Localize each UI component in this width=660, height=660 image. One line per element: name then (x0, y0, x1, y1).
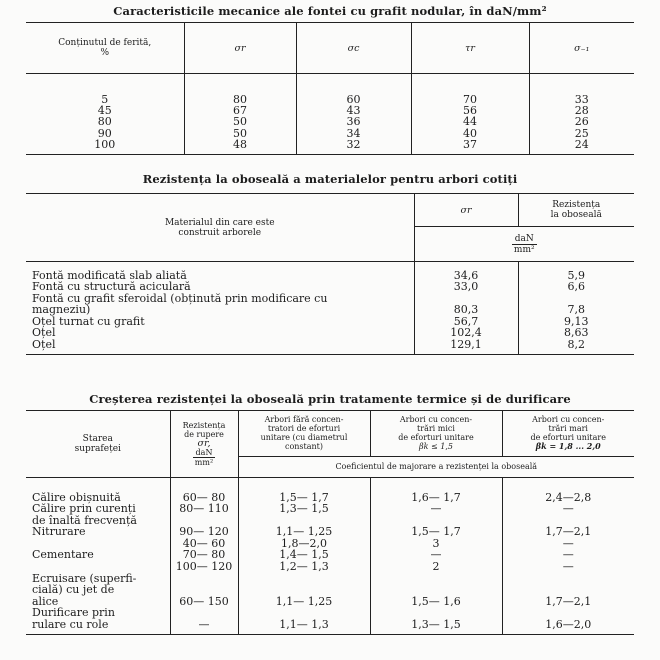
table3-cell-small-concentration (370, 503, 502, 526)
table1-cell-value: 33 (529, 94, 634, 105)
table3-header-col2-line1: Arbori fără concen- (264, 415, 344, 425)
table3-header-col2-line4: constant) (284, 442, 324, 452)
table2-cell-fatigue: 9,13 (518, 316, 634, 328)
table3-header-col4-line1: Arbori cu concen- (532, 415, 605, 425)
table1-cell-value: 44 (411, 116, 529, 127)
table2-row (26, 281, 634, 293)
table1-cell-value: 48 (184, 139, 296, 150)
table3-row (26, 607, 634, 630)
table3-cell-small-concentration-line: 1,6— 1,7 (411, 490, 461, 504)
table3-row (26, 573, 634, 608)
table3-header-col4-line4: βk = 1,8 ... 2,0 (535, 441, 601, 452)
table2-cell-sigma: 80,3 (414, 304, 518, 316)
table1-header-col1: σr (184, 23, 296, 74)
table2-cell-fatigue: 8,2 (518, 339, 634, 351)
table3-header-state-line1: Starea (82, 434, 113, 444)
table3-cell-large-concentration-line: 1,7—2,1 (545, 525, 592, 539)
table1-cell-value: 34 (296, 128, 411, 139)
table2-header-fatigue-line2: la oboseală (550, 210, 602, 220)
table1-cell-value: 25 (529, 128, 634, 139)
table3-cell-strength-line: 60— 150 (179, 594, 229, 608)
table3-cell-small-concentration (370, 573, 502, 608)
table3-cell-large-concentration-line: — (562, 548, 574, 562)
table3-cell-strength-line: 80— 110 (179, 502, 229, 516)
table3-cell-small-concentration (370, 549, 502, 572)
table2-header-sigma: σr (414, 194, 518, 227)
table3-cell-small-concentration (370, 607, 502, 630)
table1-cell-value: 43 (296, 105, 411, 116)
table3-cell-strength-line: 60— 80 (182, 490, 226, 504)
table3-header-strength-line1: Rezistența (182, 421, 226, 430)
table1-cell-ferrite: 90 (97, 126, 112, 140)
table2-cell-fatigue: 6,6 (518, 281, 634, 293)
table3-header-col3-line1: Arbori cu concen- (399, 415, 473, 425)
table3-cell-no-concentration-line: 1,3— 1,5 (279, 502, 329, 516)
table2-cell-sigma: 34,6 (414, 270, 518, 282)
table3-cell-no-concentration (238, 573, 370, 608)
table3-header-strength-unit-num: daN (193, 448, 215, 458)
table3-row (26, 549, 634, 572)
table2-row (26, 339, 634, 351)
table2-header-material (26, 194, 414, 262)
table3-cell-strength (170, 607, 238, 630)
table3-cell-small-concentration-line: — (430, 502, 442, 516)
table3-cell-state-line: alice (32, 594, 59, 608)
table3-cell-small-concentration-line: 1,5— 1,6 (411, 594, 461, 608)
table1-cell-value: 60 (296, 94, 411, 105)
table2-unit-den: mm² (513, 244, 535, 255)
table3-header-col3 (370, 411, 502, 457)
table3-header-strength-sym: σr, (197, 438, 211, 449)
table3-header-col4-line3: de eforturi unitare (530, 433, 606, 443)
table1-cell-value: 24 (529, 139, 634, 150)
table3-cell-small-concentration-line: 1,5— 1,7 (411, 525, 461, 539)
table3-cell-no-concentration-line: 1,2— 1,3 (279, 560, 329, 574)
table3-cell-state-line: Cementare (32, 548, 94, 562)
table3-header-strength-unit-den: mm² (194, 458, 214, 467)
table3-cell-no-concentration-line: 1,4— 1,5 (279, 548, 329, 562)
table2-cell-material: Oțel turnat cu grafit (32, 314, 145, 328)
table1-cell-value: 32 (296, 139, 411, 150)
table3-cell-small-concentration-line (371, 573, 502, 585)
table1-row (26, 128, 634, 139)
table3-cell-no-concentration-line: 1,5— 1,7 (279, 490, 329, 504)
table3-cell-state-line: Călire prin curenți (32, 502, 136, 516)
table1-cell-value: 50 (184, 116, 296, 127)
table1-header-col3: τr (411, 23, 529, 74)
table3-cell-no-concentration (238, 503, 370, 526)
table3-header-col2-line3: unitare (cu diametrul (260, 433, 348, 443)
table3-cell-large-concentration (502, 503, 634, 526)
table2-row (26, 316, 634, 328)
table2-row (26, 293, 634, 305)
table2-cell-fatigue: 5,9 (518, 270, 634, 282)
table3-cell-large-concentration-line: 1,6—2,0 (545, 618, 592, 632)
table3-cell-state (26, 549, 170, 572)
table3-header-col4-line2: trări mari (548, 424, 588, 434)
table3-cell-small-concentration (370, 526, 502, 549)
table1-cell-value: 37 (411, 139, 529, 150)
table3-cell-state-line: de înaltă frecvență (32, 513, 137, 527)
table2-title: Rezistența la oboseală a materialelor pentru arbori cotiți (142, 172, 518, 186)
table3-row (26, 503, 634, 526)
table3-cell-no-concentration (238, 526, 370, 549)
table2-header-material-line2: construit arborele (178, 227, 262, 238)
table3-cell-small-concentration-line: 2 (432, 560, 440, 574)
table3-cell-strength (170, 526, 238, 549)
table3-cell-no-concentration-line: 1,1— 1,25 (275, 525, 333, 539)
table3-title: Creșterea rezistenței la oboseală prin tratamente termice și de durificare (89, 392, 571, 406)
table2-cell-sigma: 129,1 (414, 339, 518, 351)
table3-header-col2 (238, 411, 370, 457)
table3-header-col3-line3: de eforturi unitare (398, 433, 474, 443)
table2-row (26, 327, 634, 339)
table3-cell-no-concentration-line: 1,1— 1,3 (279, 618, 329, 632)
table3-cell-small-concentration-line: 3 (432, 536, 440, 550)
table1-cell-value: 40 (411, 128, 529, 139)
table2-cell-material: Oțel (32, 337, 56, 351)
table1-header-col2: σc (296, 23, 411, 74)
table1-row (26, 94, 634, 105)
table3-cell-state (26, 573, 170, 608)
table2-cell-fatigue: 7,8 (518, 304, 634, 316)
table3-row (26, 526, 634, 549)
table1-cell-ferrite: 5 (101, 92, 109, 106)
table3-cell-no-concentration (238, 549, 370, 572)
table3-cell-strength (170, 573, 238, 608)
table3-cell-no-concentration (238, 607, 370, 630)
table3-cell-state (26, 503, 170, 526)
table3-cell-large-concentration-line: 1,7—2,1 (545, 594, 592, 608)
table2 (26, 193, 634, 355)
table2-cell-fatigue: 8,63 (518, 327, 634, 339)
table3-cell-strength (170, 549, 238, 572)
table3-cell-state (26, 607, 170, 630)
table1-cell-ferrite: 45 (97, 103, 112, 117)
table3-cell-state-line: Ecruisare (superfi- (32, 571, 137, 585)
table1-cell-value: 56 (411, 105, 529, 116)
table3-cell-state (26, 526, 170, 549)
table1-row (26, 139, 634, 150)
table2-header-fatigue-line1: Rezistența (552, 200, 601, 210)
table3-header-row (26, 411, 634, 457)
table3-header-col4 (502, 411, 634, 457)
table3-cell-large-concentration (502, 526, 634, 549)
table1-header-col4: σ₋₁ (529, 23, 634, 74)
table2-cell-sigma: 102,4 (414, 327, 518, 339)
table1-cell-ferrite: 80 (97, 115, 112, 129)
table3-cell-state-line: Durificare prin (32, 606, 115, 620)
table3-cell-strength-line (171, 573, 238, 585)
table3-cell-no-concentration-line: 1,8—2,0 (281, 536, 327, 550)
table1-header-ferrite (26, 23, 184, 74)
table3-cell-small-concentration-line: — (430, 548, 442, 562)
table3-cell-small-concentration-line: 1,3— 1,5 (411, 618, 461, 632)
table2-header-material-line1: Materialul din care este (164, 217, 275, 228)
table3-cell-strength-line: 90— 120 (179, 525, 229, 539)
table2-cell-material: Fontă cu structură aciculară (32, 280, 191, 293)
table3-cell-strength-line: 40— 60 (182, 536, 226, 550)
table1-header-row (26, 23, 634, 74)
table2-cell-material: Oțel (32, 326, 56, 339)
table2-header-row (26, 194, 634, 227)
table1-cell-value: 26 (529, 116, 634, 127)
table3-cell-large-concentration (502, 607, 634, 630)
table3-cell-large-concentration (502, 549, 634, 572)
table2-cell-material: magneziu) (32, 303, 91, 316)
table3-cell-state-line: Călire obișnuită (32, 490, 121, 504)
table3-cell-state-line: Nitrurare (32, 525, 86, 539)
table2-unit-num: daN (512, 234, 537, 245)
table3-header-strength-line2: de rupere (184, 430, 224, 439)
table3-header-col3-line2: trări mici (417, 424, 455, 434)
table3-cell-large-concentration-line: — (562, 560, 574, 574)
table3-header-state (26, 411, 170, 478)
table3-cell-large-concentration (502, 573, 634, 608)
table2-row (26, 304, 634, 316)
table2-header-fatigue (518, 194, 634, 227)
table1-header-ferrite-unit: % (100, 48, 110, 58)
table2-cell-sigma: 56,7 (414, 316, 518, 328)
table1-cell-value: 50 (184, 128, 296, 139)
table1-cell-value: 70 (411, 94, 529, 105)
table3-cell-strength-line: 100— 120 (175, 560, 233, 574)
table3 (26, 410, 634, 635)
table1-row (26, 116, 634, 127)
table3-cell-large-concentration-line: — (562, 536, 574, 550)
table3-cell-large-concentration-line: — (562, 502, 574, 516)
table3-header-strength (170, 411, 238, 478)
table3-header-col3-line4: βk ≤ 1,5 (419, 442, 453, 452)
table1-cell-value: 67 (184, 105, 296, 116)
table3-header-state-line2: suprafeței (74, 444, 121, 454)
table3-cell-large-concentration-line (503, 573, 635, 585)
table2-unit (414, 227, 634, 262)
table1-title: Caracteristicile mecanice ale fontei cu grafit nodular, în daN/mm² (113, 4, 547, 18)
table1-cell-value: 80 (184, 94, 296, 105)
table2-cell-material: Fontă modificată slab aliată (32, 268, 187, 282)
table1-header-ferrite-line1: Conținutul de ferită, (58, 38, 152, 48)
table1-row (26, 105, 634, 116)
table1-cell-value: 36 (296, 116, 411, 127)
table3-cell-large-concentration-line: 2,4—2,8 (545, 490, 592, 504)
table1-cell-value: 28 (529, 105, 634, 116)
table3-coef-label: Coeficientul de majorare a rezistenței la oboseală (238, 456, 634, 477)
table3-cell-no-concentration-line (239, 573, 370, 585)
table3-cell-strength-line: 70— 80 (182, 548, 226, 562)
table1-cell-ferrite: 100 (94, 138, 116, 152)
table1 (26, 22, 634, 155)
table3-cell-strength-line: — (198, 618, 210, 632)
table3-cell-no-concentration-line: 1,1— 1,25 (275, 594, 333, 608)
table2-cell-sigma: 33,0 (414, 281, 518, 293)
table3-header-col2-line2: tratori de eforturi (267, 424, 341, 434)
table2-cell-material: Fontă cu grafit sferoidal (obținută prin modificare cu (32, 291, 328, 305)
table3-cell-state-line: cială) cu jet de (32, 583, 115, 597)
table3-cell-strength (170, 503, 238, 526)
table3-cell-state-line: rulare cu role (32, 618, 109, 632)
